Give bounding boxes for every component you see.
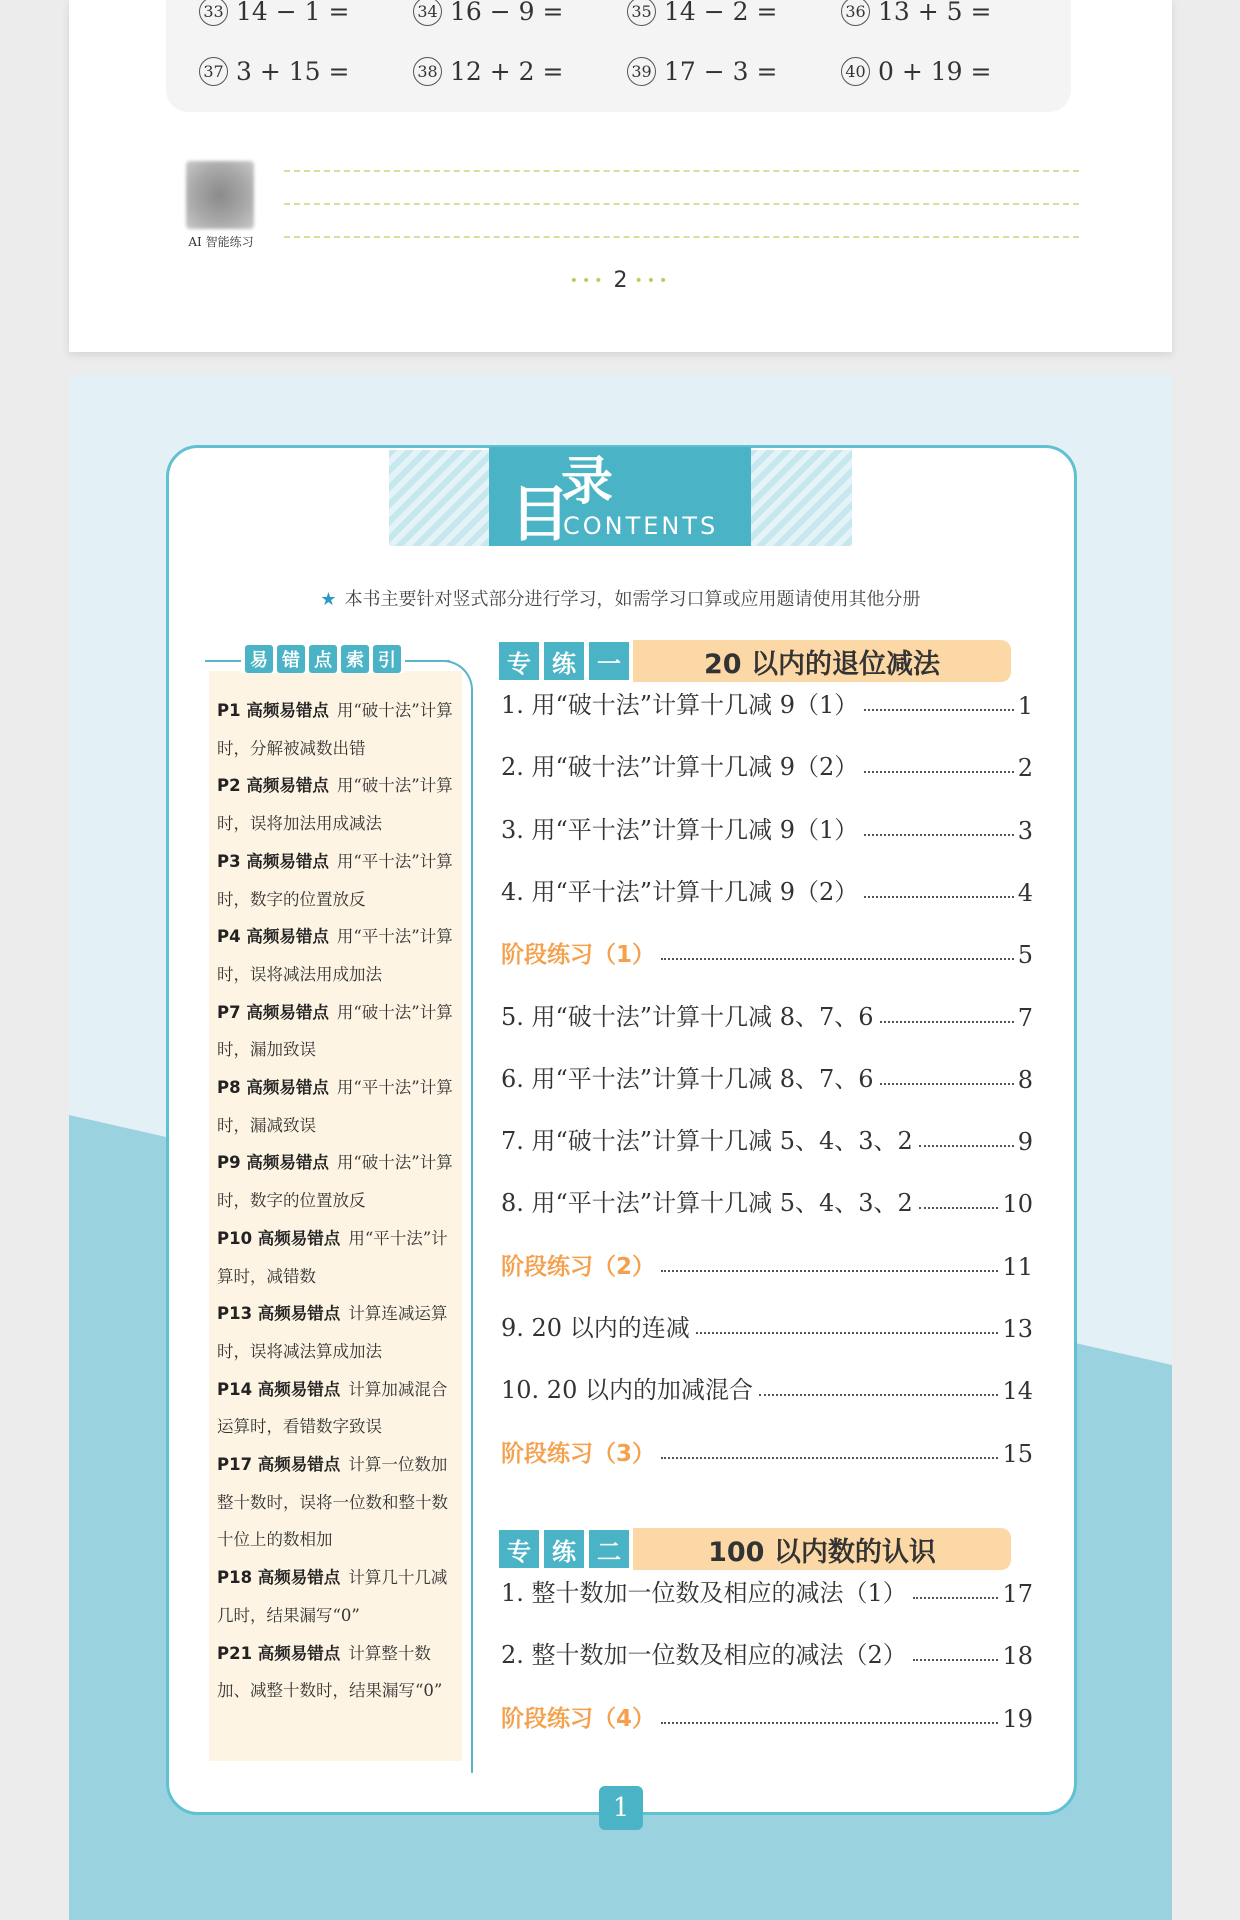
error-index-label: P8 高频易错点: [217, 1078, 329, 1098]
exercise-number: 38: [413, 57, 442, 86]
error-index-label: P17 高频易错点: [217, 1455, 341, 1475]
exercise-item: [627, 51, 841, 91]
exercise-item: [413, 0, 627, 31]
toc-entry-title: 5. 用“破十法”计算十几减 8、7、6: [501, 1002, 874, 1031]
error-index-description: 用“平十法”计算时，误将减法用成加法: [217, 927, 453, 984]
error-index-label: P18 高频易错点: [217, 1568, 341, 1588]
toc-page-number: 11: [1002, 1252, 1033, 1281]
toc-leader-dots: [661, 1270, 998, 1272]
writing-line: [284, 203, 1079, 205]
star-icon: ★: [320, 589, 337, 610]
toc-stage-practice[interactable]: [501, 1241, 1033, 1281]
error-index-entry[interactable]: [217, 767, 457, 842]
toc-lesson[interactable]: [501, 1116, 1033, 1156]
title-stripe-left: [389, 450, 489, 546]
exercise-number: 37: [199, 57, 228, 86]
notice-text: 本书主要针对竖式部分进行学习，如需学习口算或应用题请使用其他分册: [344, 589, 921, 610]
section-tag: 专: [499, 642, 539, 680]
toc-lesson[interactable]: [501, 1630, 1033, 1670]
toc-page-number: 2: [1017, 754, 1033, 783]
toc-lesson[interactable]: [501, 742, 1033, 782]
toc-leader-dots: [864, 771, 1013, 773]
toc-leader-dots: [661, 1457, 998, 1459]
toc-entry-title: 1. 用“破十法”计算十几减 9（1）: [501, 691, 859, 719]
toc-entry-title: 阶段练习（4）: [501, 1705, 656, 1732]
section-tag: 练: [544, 1530, 584, 1568]
exercise-expression: 12 + 2 =: [450, 56, 564, 86]
toc-page-number: 18: [1002, 1642, 1033, 1671]
exercise-item: [841, 0, 1055, 31]
toc-stage-practice[interactable]: [501, 929, 1033, 969]
exercise-expression: 14 − 2 =: [664, 0, 778, 26]
writing-line: [284, 236, 1079, 238]
exercise-number: 40: [841, 57, 870, 86]
error-index-description: 用“破十法”计算时，分解被减数出错: [217, 701, 453, 758]
qr-caption: AI 智能练习: [188, 235, 254, 249]
error-index-description: 计算整十数加、减整十数时，结果漏写“0”: [217, 1643, 443, 1701]
toc-lesson[interactable]: [501, 1303, 1033, 1343]
writing-line: [284, 170, 1079, 172]
toc-leader-dots: [864, 896, 1013, 898]
exercise-item: [199, 0, 413, 31]
section-tag: 练: [544, 642, 584, 680]
toc-entry-title: 阶段练习（1）: [501, 942, 656, 969]
exercise-item: [413, 51, 627, 91]
toc-leader-dots: [913, 1597, 999, 1599]
contents-page: [69, 375, 1172, 1920]
exercise-expression: 13 + 5 =: [878, 0, 992, 26]
error-index-label: P4 高频易错点: [217, 927, 329, 947]
toc-page-number: 5: [1017, 941, 1033, 970]
toc-page-number: 1: [1017, 692, 1033, 720]
toc-page-number: 10: [1002, 1190, 1033, 1219]
error-index-entry[interactable]: [217, 1069, 457, 1144]
index-header-char: 索: [341, 645, 369, 673]
section-title: 20 以内的退位减法: [633, 640, 1011, 682]
exercise-expression: 0 + 19 =: [878, 56, 992, 86]
error-index-description: 用“平十法”计算时，减错数: [217, 1228, 448, 1286]
error-index-entry[interactable]: [217, 1371, 457, 1446]
exercise-item: [841, 51, 1055, 91]
title-stripe-right: [750, 450, 852, 546]
error-index-label: P14 高频易错点: [217, 1379, 341, 1399]
toc-leader-dots: [661, 958, 1014, 960]
toc-lesson[interactable]: [501, 992, 1033, 1032]
toc-lesson[interactable]: [501, 680, 1033, 720]
divider-line: [471, 693, 473, 1773]
toc-leader-dots: [759, 1394, 998, 1396]
toc-entry-title: 2. 用“破十法”计算十几减 9（2）: [501, 753, 859, 782]
error-index-label: P1 高频易错点: [217, 701, 329, 720]
error-index-description: 计算加减混合运算时，看错数字致误: [217, 1379, 448, 1437]
toc-page-number: 7: [1017, 1003, 1033, 1032]
toc-page-number: 19: [1002, 1704, 1033, 1733]
exercise-expression: 3 + 15 =: [236, 56, 350, 86]
error-index-entry[interactable]: [217, 843, 457, 918]
error-index-entry[interactable]: [217, 1295, 457, 1370]
error-index-entry[interactable]: [217, 692, 457, 767]
toc-page-number: 14: [1002, 1377, 1033, 1406]
exercise-number: 33: [199, 0, 228, 26]
toc-entry-title: 1. 整十数加一位数及相应的减法（1）: [501, 1579, 907, 1607]
error-index-label: P13 高频易错点: [217, 1304, 341, 1324]
toc-entry-title: 8. 用“平十法”计算十几减 5、4、3、2: [501, 1189, 913, 1218]
toc-page-number: 9: [1017, 1128, 1033, 1157]
page-number-value: 2: [613, 268, 628, 293]
toc-page-number: 17: [1002, 1580, 1033, 1608]
toc-leader-dots: [919, 1207, 999, 1209]
exercise-row: [199, 0, 1055, 31]
toc-leader-dots: [913, 1659, 999, 1661]
toc-lesson[interactable]: [501, 1054, 1033, 1094]
index-header-char: 错: [277, 645, 305, 673]
error-index-list: [217, 692, 457, 1710]
error-index-description: 计算一位数加整十数时，误将一位数和整十数十位上的数相加: [217, 1455, 448, 1550]
title-contents: CONTENTS: [563, 512, 719, 540]
toc-entry-title: 阶段练习（2）: [501, 1253, 656, 1280]
error-index-entry[interactable]: [217, 1446, 457, 1559]
toc-entry-title: 9. 20 以内的连减: [501, 1314, 690, 1342]
exercise-number: 39: [627, 57, 656, 86]
toc-entry-title: 3. 用“平十法”计算十几减 9（1）: [501, 815, 859, 844]
toc-leader-dots: [661, 1722, 998, 1724]
error-index-entry[interactable]: [217, 1559, 457, 1634]
toc-stage-practice[interactable]: [501, 1693, 1033, 1733]
exercise-expression: 14 − 1 =: [236, 0, 350, 26]
error-index-label: P2 高频易错点: [217, 776, 329, 796]
decorative-dots-icon: •••: [634, 273, 672, 289]
toc-stage-practice[interactable]: [501, 1428, 1033, 1468]
toc-lesson[interactable]: [501, 1568, 1033, 1608]
error-index-entry[interactable]: [217, 918, 457, 993]
index-header-char: 引: [373, 645, 401, 673]
toc-entry-title: 阶段练习（3）: [501, 1440, 656, 1467]
toc-lesson[interactable]: [501, 867, 1033, 907]
section-tag: 专: [499, 1530, 539, 1568]
toc-leader-dots: [864, 709, 1013, 711]
page-number: 1: [599, 1786, 643, 1830]
toc-page-number: 8: [1017, 1065, 1033, 1094]
toc-entry-title: 6. 用“平十法”计算十几减 8、7、6: [501, 1064, 874, 1093]
toc-page-number: 4: [1017, 878, 1033, 907]
error-index-entry[interactable]: [217, 1144, 457, 1219]
index-header-char: 易: [245, 645, 273, 673]
error-index-entry[interactable]: [217, 1220, 457, 1295]
toc-lesson[interactable]: [501, 805, 1033, 845]
error-index-description: 计算几十几减几时，结果漏写“0”: [217, 1568, 448, 1625]
error-index-description: 用“破十法”计算时，误将加法用成减法: [217, 776, 453, 834]
error-index-description: 用“平十法”计算时，漏减致误: [217, 1078, 453, 1135]
error-index-label: P3 高频易错点: [217, 851, 329, 871]
error-index-label: P10 高频易错点: [217, 1228, 341, 1248]
error-index-description: 用“破十法”计算时，漏加致误: [217, 1002, 453, 1060]
exercise-number: 35: [627, 0, 656, 26]
toc-entry-title: 7. 用“破十法”计算十几减 5、4、3、2: [501, 1127, 913, 1156]
exercise-number: 36: [841, 0, 870, 26]
error-index-label: P21 高频易错点: [217, 1643, 341, 1663]
exercise-item: [627, 0, 841, 31]
toc-page-number: 13: [1002, 1315, 1033, 1343]
toc-entry-title: 2. 整十数加一位数及相应的减法（2）: [501, 1641, 907, 1670]
title-char-lu: 录: [561, 452, 614, 512]
toc-leader-dots: [696, 1332, 999, 1334]
exercise-item: [199, 51, 413, 91]
toc-leader-dots: [864, 834, 1013, 836]
title-char-mu: 目: [510, 480, 570, 550]
qr-code-icon[interactable]: [186, 161, 254, 229]
page-number: [69, 268, 1172, 293]
exercise-expression: 16 − 9 =: [450, 0, 564, 26]
section-title: 100 以内数的认识: [633, 1528, 1011, 1570]
error-index-description: 用“破十法”计算时，数字的位置放反: [217, 1153, 453, 1211]
exercise-number: 34: [413, 0, 442, 26]
exercise-expression: 17 − 3 =: [664, 56, 778, 86]
notice: [69, 585, 1172, 611]
toc-leader-dots: [880, 1083, 1014, 1085]
toc-entry-title: 4. 用“平十法”计算十几减 9（2）: [501, 877, 859, 906]
error-index-entry[interactable]: [217, 1635, 457, 1710]
error-index-header: [241, 645, 405, 673]
toc-lesson[interactable]: [501, 1178, 1033, 1218]
exercise-row: [199, 51, 1055, 91]
toc-page-number: 3: [1017, 816, 1033, 845]
error-index-description: 计算连减运算时，误将减法算成加法: [217, 1304, 448, 1361]
toc-page-number: 15: [1002, 1439, 1033, 1468]
error-index-entry[interactable]: [217, 994, 457, 1069]
error-index-label: P9 高频易错点: [217, 1153, 329, 1173]
decorative-dots-icon: •••: [569, 273, 607, 289]
error-index-description: 用“平十法”计算时，数字的位置放反: [217, 851, 453, 909]
toc-leader-dots: [919, 1145, 1014, 1147]
error-index-label: P7 高频易错点: [217, 1002, 329, 1022]
previous-page: [69, 0, 1172, 352]
toc-entry-title: 10. 20 以内的加减混合: [501, 1376, 753, 1405]
section-tag: 二: [589, 1530, 629, 1568]
toc-lesson[interactable]: [501, 1365, 1033, 1405]
index-header-char: 点: [309, 645, 337, 673]
section-tag: 一: [589, 642, 629, 680]
toc-leader-dots: [880, 1021, 1014, 1023]
